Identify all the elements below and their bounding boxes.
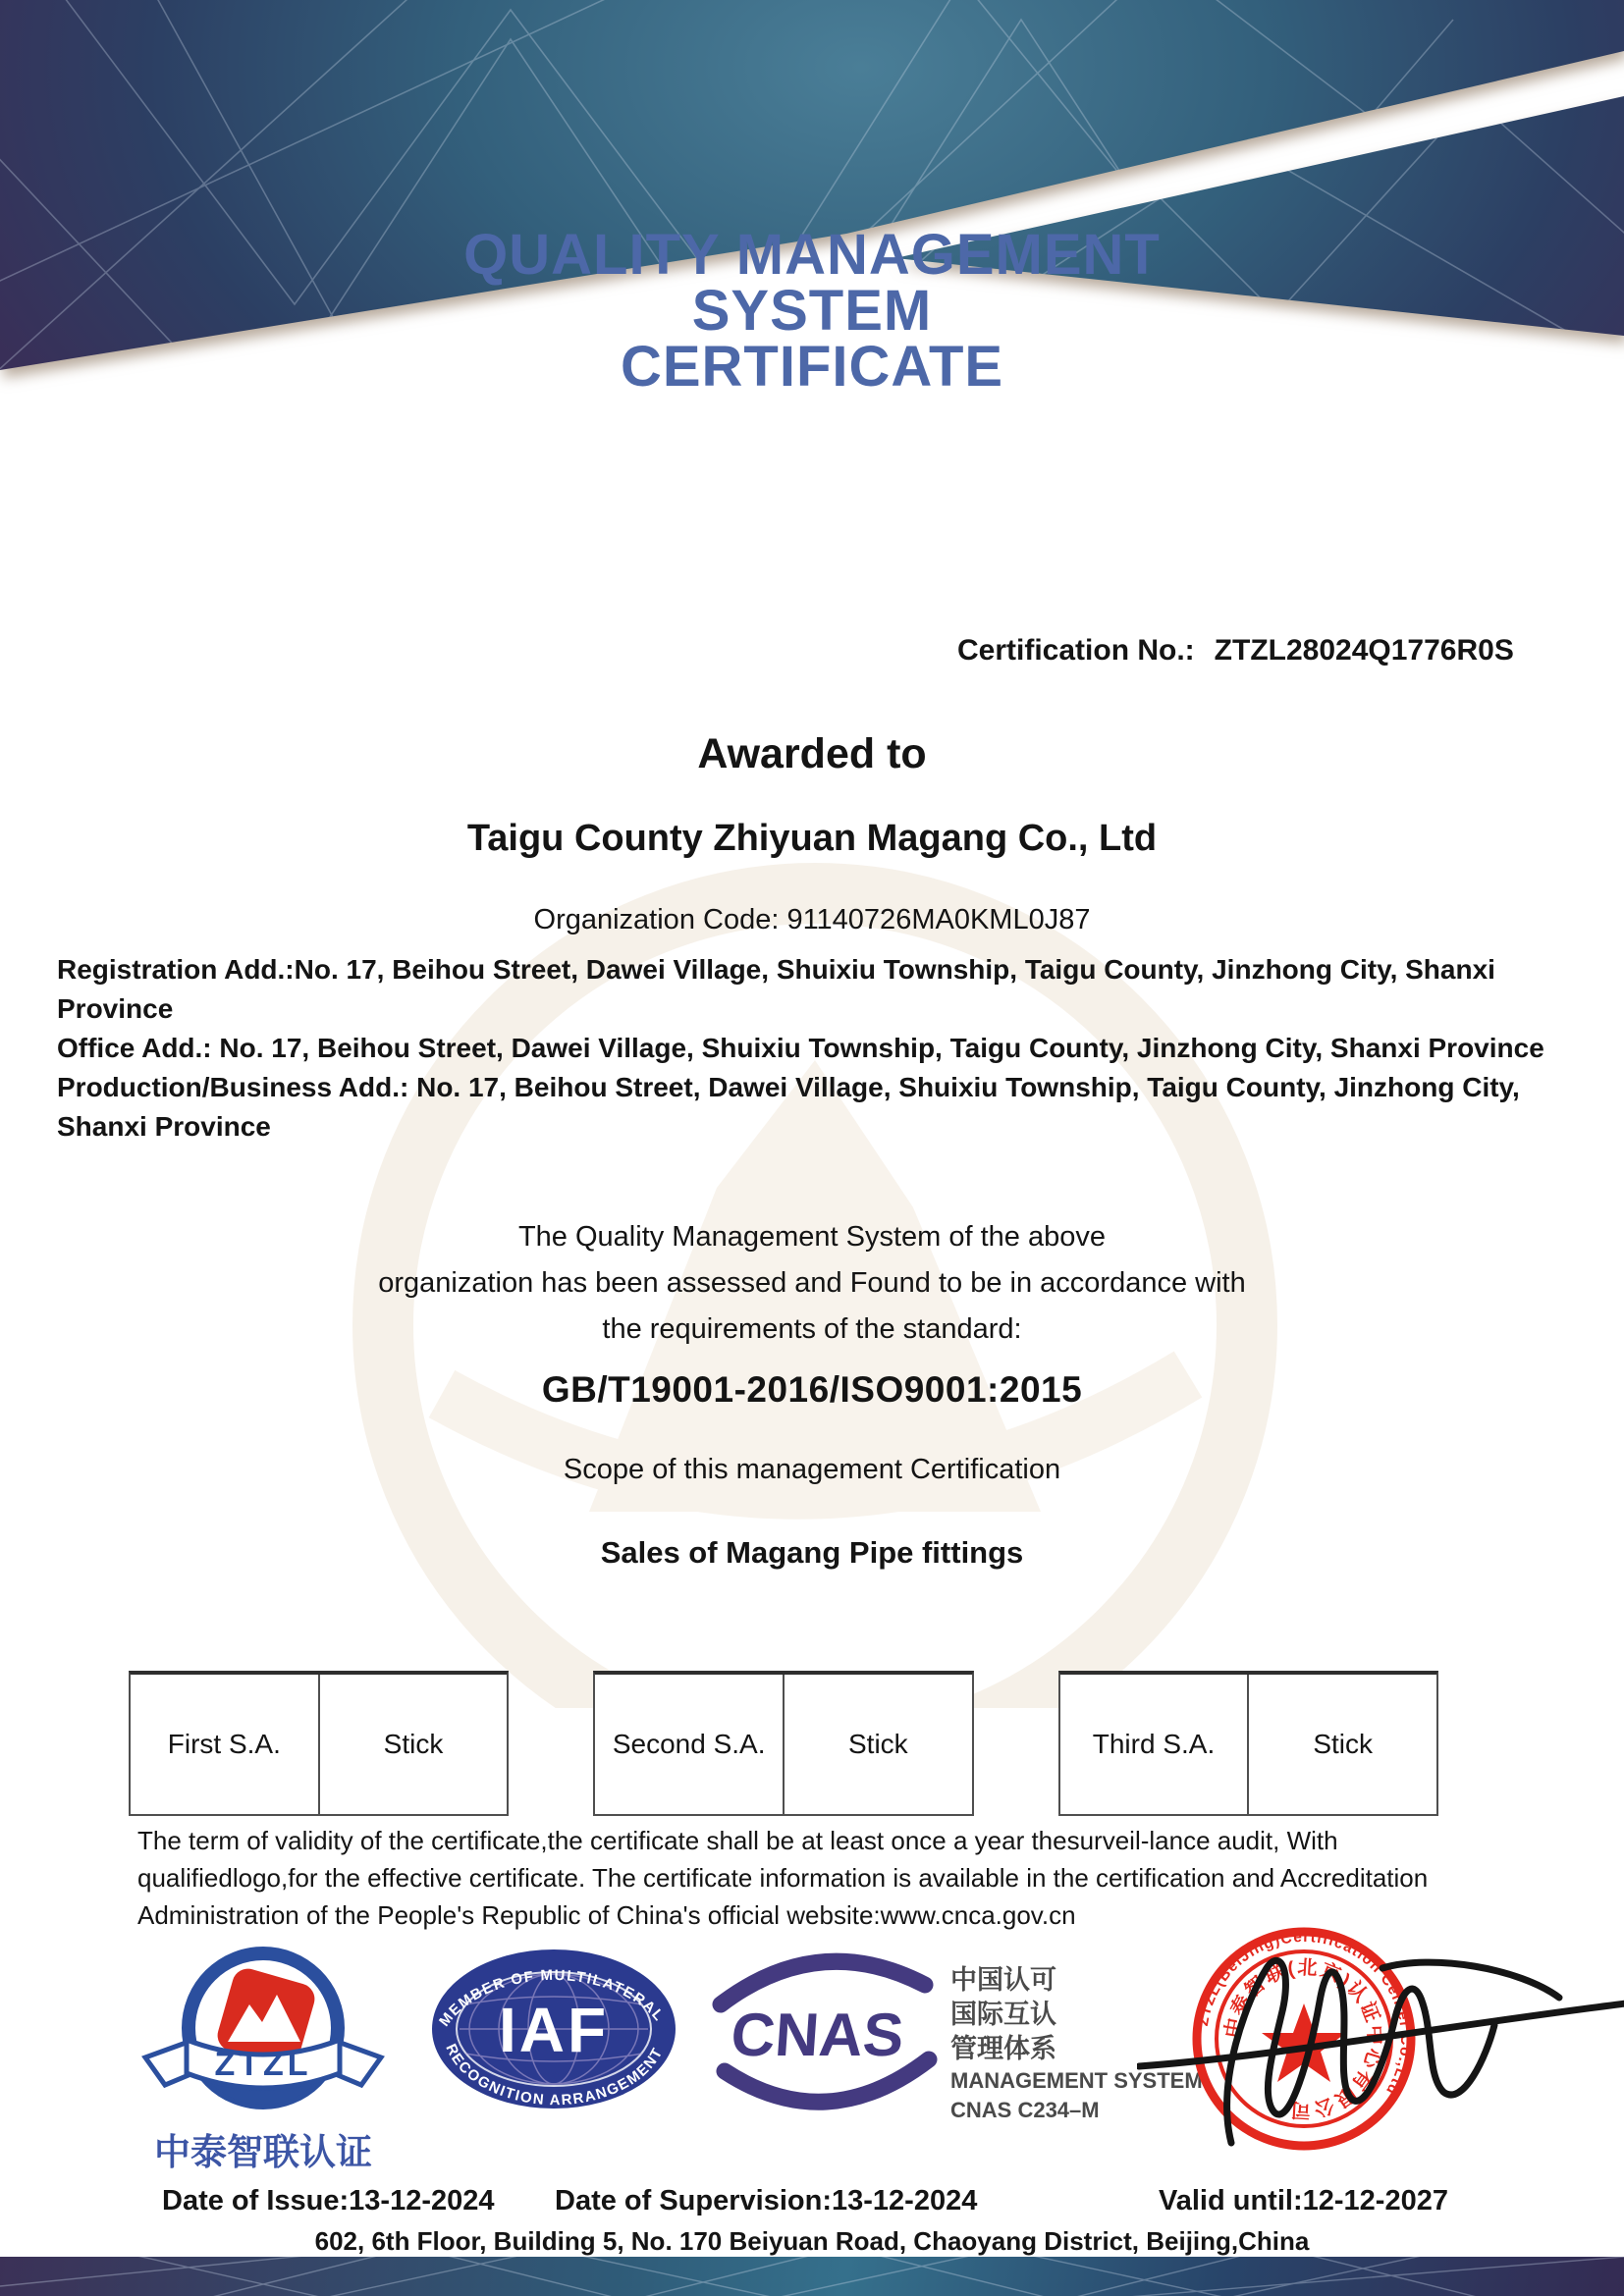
- cnas-line-zh-3: 管理体系: [950, 2034, 1056, 2063]
- registration-address: Registration Add.:No. 17, Beihou Street, Dawei Village, Shuixiu Township, Taigu County, Jinzhong City, Shanxi Province: [57, 954, 1495, 1024]
- statement-line-2: organization has been assessed and Found to be in accordance with: [378, 1267, 1246, 1299]
- third-audit-table: [1058, 1671, 1438, 1816]
- certification-stamp-icon: [1137, 1909, 1624, 2169]
- audit-label-cell: First S.A.: [167, 1729, 281, 1759]
- awarded-to-label: Awarded to: [697, 730, 927, 777]
- cnas-line-zh-1: 中国认可: [950, 1965, 1056, 1995]
- address-block: [57, 950, 1610, 1147]
- cnas-line-en-1: MANAGEMENT SYSTEM: [950, 2068, 1203, 2093]
- audit-stick-cell: Stick: [783, 1675, 972, 1814]
- footer-band: [0, 2257, 1624, 2296]
- statement-line-1: The Quality Management System of the above: [517, 1221, 1107, 1253]
- stamp-inner-text: 中泰智联(北京)认证中心有限公司: [1221, 1956, 1386, 2121]
- company-name: Taigu County Zhiyuan Magang Co., Ltd: [466, 818, 1158, 859]
- cnas-abbr-text: CNAS: [729, 2002, 906, 2069]
- first-audit-table: [129, 1671, 509, 1816]
- audit-stick-cell: Stick: [1247, 1675, 1436, 1814]
- title-line-3: CERTIFICATE: [620, 335, 1004, 399]
- production-business-address: Production/Business Add.: No. 17, Beihou Street, Dawei Village, Shuixiu Township, Taigu County, Jinzhong City, Shanxi Province: [57, 1072, 1520, 1142]
- certification-number-value: ZTZL28024Q1776R0S: [1214, 634, 1514, 667]
- iaf-arc-bottom-text: RECOGNITION ARRANGEMENT: [442, 2041, 667, 2109]
- second-audit-table: [593, 1671, 973, 1816]
- ztzl-logo-icon: [94, 1938, 428, 2178]
- scope-label: Scope of this management Certification: [563, 1454, 1061, 1485]
- cnas-line-zh-2: 国际互认: [950, 2000, 1056, 2029]
- scope-value: Sales of Magang Pipe fittings: [600, 1535, 1024, 1570]
- ztzl-caption-text: 中泰智联认证: [154, 2132, 372, 2172]
- ztzl-banner-text: ZTZL: [214, 2046, 312, 2083]
- assessment-statement: [0, 1214, 1624, 1353]
- date-of-supervision: Date of Supervision:13-12-2024: [555, 2185, 978, 2216]
- validity-note: The term of validity of the certificate,the certificate shall be at least once a year thesurveil-lance audit, With qualifiedlogo,for the effective certificate. The certificate information is available in the certification and Accreditation Administration of the People's Republic of China's official website:www.cnca.gov.cn: [137, 1826, 1429, 1930]
- organization-code: Organization Code: 91140726MA0KML0J87: [533, 904, 1091, 935]
- footer-geometric-lines: [0, 2257, 1624, 2296]
- valid-until: Valid until:12-12-2027: [1159, 2185, 1448, 2216]
- audit-stick-cell: Stick: [318, 1675, 508, 1814]
- audit-label-cell: Second S.A.: [612, 1729, 766, 1759]
- issuer-address: 602, 6th Floor, Building 5, No. 170 Beiyuan Road, Chaoyang District, Beijing,China: [314, 2226, 1310, 2256]
- audit-tables-row: [129, 1671, 1438, 1816]
- cnas-line-en-2: CNAS C234–M: [950, 2098, 1100, 2122]
- iaf-abbr-text: IAF: [498, 1995, 610, 2065]
- cnas-logo-icon: [709, 1944, 940, 2125]
- office-address: Office Add.: No. 17, Beihou Street, Dawei Village, Shuixiu Township, Taigu County, Jinzhong City, Shanxi Province: [57, 1033, 1544, 1063]
- certification-number-label: Certification No.:: [957, 634, 1195, 667]
- audit-label-cell: Third S.A.: [1092, 1729, 1216, 1759]
- stamp-arc-text: ZTZL(BeiJing)Certification Center Co.,Ltd: [1194, 1928, 1415, 2099]
- date-of-issue: Date of Issue:13-12-2024: [162, 2185, 495, 2216]
- iaf-logo-icon: [420, 1948, 725, 2114]
- title-line-2: SYSTEM: [691, 279, 933, 343]
- certificate-title: [0, 223, 1624, 399]
- title-line-1: QUALITY MANAGEMENT: [463, 223, 1161, 287]
- standard-code: GB/T19001-2016/ISO9001:2015: [541, 1369, 1083, 1410]
- iaf-arc-top-text: MEMBER OF MULTILATERAL: [436, 1966, 668, 2030]
- certification-number: [957, 634, 1514, 667]
- statement-line-3: the requirements of the standard:: [602, 1313, 1022, 1345]
